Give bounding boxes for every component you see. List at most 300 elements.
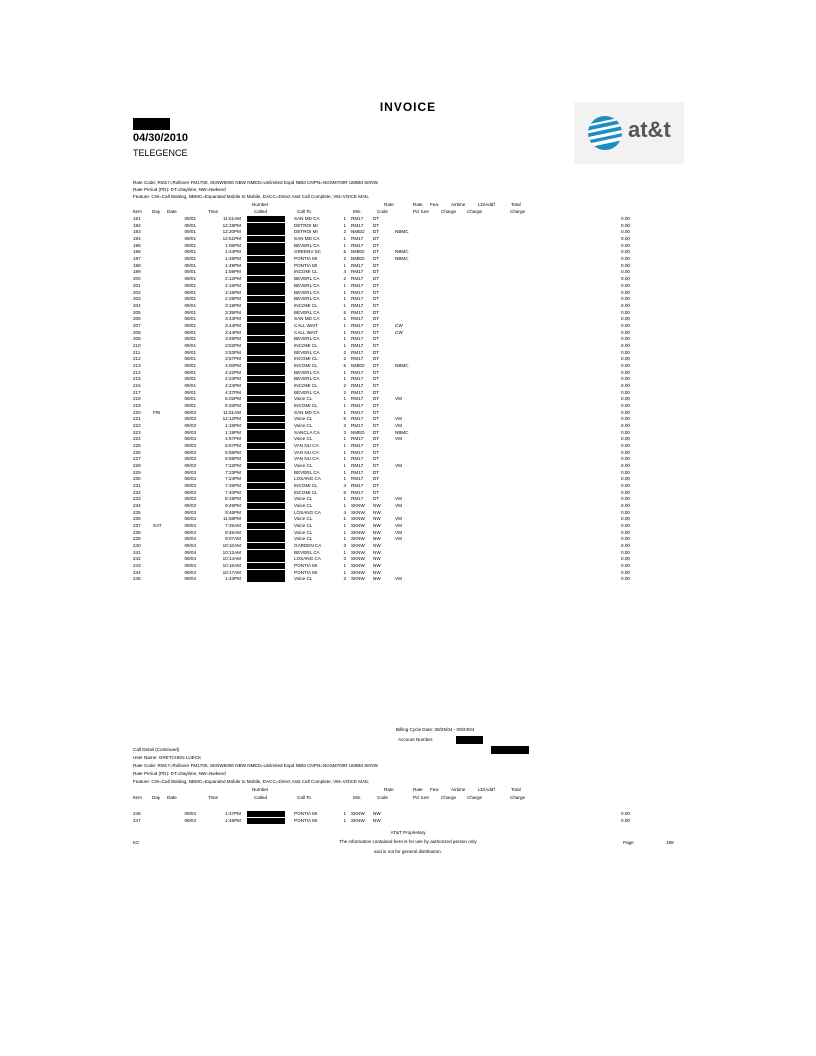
table-row (133, 436, 630, 443)
minutes-cell: 1 (343, 456, 346, 462)
rate-code-cell: RM17 (351, 269, 364, 275)
redacted-number (247, 523, 285, 529)
redacted-number (247, 356, 285, 362)
called-number-cell (244, 336, 294, 343)
feature-cell (395, 563, 555, 570)
call-to-cell: INCOMI CL (294, 489, 318, 495)
date-cell: 09/03 (184, 503, 196, 508)
date-cell: 09/03 (184, 516, 196, 522)
total-charge-cell: 0.00 (621, 222, 630, 228)
called-number-cell (244, 276, 294, 283)
total-charge-cell: 0.00 (621, 416, 630, 422)
col-ld: LD/Add'l (478, 787, 496, 792)
time-cell: 11:58PM (222, 516, 241, 522)
redacted-number (247, 283, 285, 289)
table-row (133, 396, 630, 403)
col-min: Min (353, 795, 361, 800)
total-charge-cell: 0.00 (621, 389, 630, 395)
date-cell: 09/04 (184, 543, 196, 549)
table-row (133, 309, 630, 316)
time-cell: 12:51PM (222, 236, 241, 242)
call-to-cell: Voice CL (294, 576, 313, 582)
time-cell: 10:17AM (222, 569, 241, 575)
day-cell (153, 510, 173, 517)
call-detail-continued: Call Detail (Continued) (133, 747, 180, 752)
item-cell: 203 (133, 296, 141, 302)
total-charge-cell: 0.00 (621, 576, 630, 582)
time-cell: 12:19PM (222, 222, 241, 228)
call-to-cell: INCOMI CL (294, 362, 318, 368)
date-cell: 09/01 (184, 389, 196, 395)
feature-cell: NBMC (395, 429, 409, 435)
called-number-cell (244, 236, 294, 243)
called-number-cell (244, 409, 294, 416)
call-to-cell: INCOMI CL (294, 482, 318, 488)
rate-period-cell: NW (373, 543, 381, 549)
minutes-cell: 1 (343, 322, 346, 328)
minutes-cell: 3 (343, 576, 346, 582)
total-charge-cell: 0.00 (621, 449, 630, 455)
minutes-cell: 2 (343, 356, 346, 362)
redacted-number (247, 436, 285, 442)
rate-period-cell: DT (373, 449, 380, 455)
day-cell (153, 516, 173, 523)
rate-code-cell: RM17 (351, 382, 364, 388)
feature-cell: VM (395, 462, 402, 468)
redacted-number (247, 543, 285, 549)
date-cell: 09/03 (184, 456, 196, 462)
item-cell: 247 (133, 817, 141, 823)
call-to-cell: DETROI MI (294, 222, 318, 228)
item-cell: 207 (133, 322, 141, 328)
item-cell: 236 (133, 516, 141, 522)
total-charge-cell: 0.00 (621, 342, 630, 348)
date-cell: 09/03 (184, 509, 196, 515)
rate-period-cell: DT (373, 349, 380, 355)
date-cell: 09/03 (184, 422, 196, 428)
minutes-cell: 1 (343, 222, 346, 228)
rate-period-cell: DT (373, 242, 380, 248)
col-total: Total (511, 202, 521, 207)
feature-cell: NBMC (395, 256, 409, 262)
table-row (133, 463, 630, 470)
call-to-cell: LOSANG CA (294, 509, 321, 515)
minutes-cell: 4 (343, 269, 346, 275)
rate-period-cell: DT (373, 469, 380, 475)
item-cell: 192 (133, 222, 141, 228)
minutes-cell: 1 (343, 462, 346, 468)
col-number: Number (252, 787, 269, 792)
called-number-cell (244, 496, 294, 503)
time-cell: 4:27PM (225, 389, 241, 395)
called-number-cell (244, 423, 294, 430)
day-cell (153, 243, 173, 250)
rate-period-cell: DT (373, 256, 380, 262)
day-cell: SAT (153, 523, 162, 529)
day-cell (153, 369, 173, 376)
call-to-cell: PONTIA MI (294, 262, 318, 268)
item-cell: 225 (133, 442, 141, 448)
time-cell: 1:43PM (225, 576, 241, 582)
redacted-number (247, 229, 285, 235)
minutes-cell: 1 (343, 296, 346, 302)
time-cell: 4:00PM (225, 362, 241, 368)
item-cell: 215 (133, 376, 141, 382)
info-line-2: and is not for general distribution. (374, 849, 442, 854)
feature-cell: VM (395, 516, 402, 522)
day-cell (153, 343, 173, 350)
item-cell: 226 (133, 449, 141, 455)
feature-cell (395, 443, 555, 450)
day-cell (153, 216, 173, 223)
day-cell (153, 303, 173, 310)
minutes-cell: 1 (343, 549, 346, 555)
called-number-cell (244, 436, 294, 443)
total-charge-cell: 0.00 (621, 309, 630, 315)
day-cell (153, 329, 173, 336)
feature-cell (395, 216, 555, 223)
day-cell (153, 556, 173, 563)
column-header-row1 (0, 202, 816, 209)
feature-cell: NBMC (395, 229, 409, 235)
total-charge-cell: 0.00 (621, 496, 630, 502)
col-min: Min (353, 209, 361, 214)
date-cell: 09/01 (184, 356, 196, 362)
call-to-cell: BEVERL CA (294, 349, 320, 355)
table-row (133, 363, 630, 370)
redacted-number (247, 503, 285, 509)
rate-period-cell: DT (373, 442, 380, 448)
item-cell: 197 (133, 256, 141, 262)
feature-cell (395, 456, 555, 463)
call-to-cell: BEVERL CA (294, 309, 320, 315)
time-cell: 5:58PM (225, 449, 241, 455)
redacted-number (247, 336, 285, 342)
called-number-cell (244, 510, 294, 517)
rate-code-cell: SKNW (351, 543, 365, 549)
col-airtime-charge: Charge (441, 209, 457, 214)
col-total: Total (511, 787, 521, 792)
item-cell: 202 (133, 289, 141, 295)
day-cell (153, 543, 173, 550)
date-cell: 09/01 (184, 342, 196, 348)
feature-legend-2: Feature: CW=Call Waiting, NBMC=Expanded Mobile to Mobile, DACC=Direct Asst Call Complete, VM=VOICE MAIL (133, 779, 369, 784)
day-cell (153, 383, 173, 390)
call-to-cell: CALL WAIT (294, 322, 318, 328)
called-number-cell (244, 376, 294, 383)
date-cell: 09/03 (184, 429, 196, 435)
col-called: Called (254, 209, 268, 214)
minutes-cell: 1 (343, 396, 346, 402)
redacted-number (247, 409, 285, 415)
total-charge-cell: 0.00 (621, 282, 630, 288)
day-cell (153, 263, 173, 270)
col-code: Code (377, 209, 388, 214)
rate-code-cell: RM17 (351, 402, 364, 408)
item-cell: 212 (133, 356, 141, 362)
table-row (133, 503, 630, 510)
redacted-block (133, 118, 170, 130)
minutes-cell: 1 (343, 469, 346, 475)
rate-period-cell: NW (373, 563, 381, 569)
total-charge-cell: 0.00 (621, 216, 630, 222)
table-row (133, 490, 630, 497)
redacted-number (247, 396, 285, 402)
date-cell: 09/01 (184, 216, 196, 222)
rate-code-cell: RM17 (351, 236, 364, 242)
time-cell: 7:40PM (225, 489, 241, 495)
minutes-cell: 1 (343, 476, 346, 482)
table-row (133, 550, 630, 557)
minutes-cell: 1 (343, 409, 346, 415)
feature-cell (395, 818, 555, 825)
user-name: User Name: GRETCHEN LUECK (133, 755, 202, 760)
col-total-charge: Charge (510, 209, 526, 214)
minutes-cell: 1 (343, 342, 346, 348)
day-cell (153, 463, 173, 470)
day-cell (153, 356, 173, 363)
call-to-cell: BEVERL CA (294, 389, 320, 395)
minutes-cell: 1 (343, 369, 346, 375)
item-cell: 199 (133, 269, 141, 275)
col-rate: Rate (384, 787, 394, 792)
date-cell: 09/01 (184, 276, 196, 282)
redacted-number (247, 463, 285, 469)
called-number-cell (244, 470, 294, 477)
feature-cell: VM (395, 523, 402, 529)
total-charge-cell: 0.00 (621, 469, 630, 475)
call-to-cell: Voice CL (294, 462, 313, 468)
time-cell: 9:07AM (225, 536, 241, 542)
called-number-cell (244, 309, 294, 316)
total-charge-cell: 0.00 (621, 362, 630, 368)
day-cell (153, 376, 173, 383)
day-cell (153, 349, 173, 356)
rate-period-cell: DT (373, 416, 380, 422)
rate-code-cell: RM17 (351, 222, 364, 228)
time-cell: 4:24PM (225, 382, 241, 388)
day-cell (153, 470, 173, 477)
called-number-cell (244, 216, 294, 223)
redacted-number (247, 576, 285, 582)
total-charge-cell: 0.00 (621, 817, 630, 823)
called-number-cell (244, 356, 294, 363)
day-cell (153, 530, 173, 537)
rate-period-cell: DT (373, 276, 380, 282)
redacted-number (247, 430, 285, 436)
call-to-cell: BEVERL CA (294, 336, 320, 342)
item-cell: 224 (133, 436, 141, 442)
rate-period-cell: NW (373, 516, 381, 522)
date-cell: 09/03 (184, 482, 196, 488)
call-to-cell: PONTIA MI (294, 811, 318, 817)
date-cell: 09/04 (184, 523, 196, 529)
date-cell: 09/01 (184, 329, 196, 335)
item-cell: 216 (133, 382, 141, 388)
rate-period-cell: DT (373, 409, 380, 415)
time-cell: 4:57PM (225, 436, 241, 442)
page-label: Page (623, 840, 634, 845)
table-row (133, 356, 630, 363)
rate-code-legend: Rate Code: RM17=Rollover FM1700, SKNW5000 NBW NMED=Unlimited Expd NBM CNPN=NOSM700R UMBM SKNW (133, 180, 378, 185)
time-cell: 9:46PM (225, 509, 241, 515)
time-cell: 10:12AM (222, 549, 241, 555)
total-charge-cell: 0.00 (621, 549, 630, 555)
col-fea: Fea- (430, 202, 440, 207)
call-to-cell: CALL WAIT (294, 329, 318, 335)
minutes-cell: 1 (343, 262, 346, 268)
call-to-cell: BEVERL CA (294, 242, 320, 248)
called-number-cell (244, 550, 294, 557)
feature-cell (395, 403, 555, 410)
minutes-cell: 1 (343, 817, 346, 823)
redacted-number (247, 369, 285, 375)
feature-cell (395, 510, 555, 517)
col-date: Date (167, 209, 177, 214)
col-rate: Rate (384, 202, 394, 207)
table-row (133, 530, 630, 537)
feature-cell (395, 376, 555, 383)
rate-period-cell: DT (373, 462, 380, 468)
rate-period-cell: DT (373, 429, 380, 435)
table-row (133, 236, 630, 243)
rate-code-cell: RM17 (351, 376, 364, 382)
minutes-cell: 1 (343, 236, 346, 242)
minutes-cell: 2 (343, 349, 346, 355)
item-cell: 231 (133, 482, 141, 488)
feature-cell (395, 243, 555, 250)
feature-cell: VM (395, 416, 402, 422)
called-number-cell (244, 570, 294, 577)
day-cell (153, 256, 173, 263)
item-cell: 235 (133, 509, 141, 515)
feature-cell (395, 296, 555, 303)
day-cell (153, 476, 173, 483)
date-cell: 09/01 (184, 396, 196, 402)
minutes-cell: 5 (343, 249, 346, 255)
total-charge-cell: 0.00 (621, 336, 630, 342)
time-cell: 8:19PM (225, 496, 241, 502)
minutes-cell: 3 (343, 556, 346, 562)
rate-code-cell: RM17 (351, 322, 364, 328)
call-to-cell: Voice CL (294, 536, 313, 542)
feature-cell: NBMC (395, 249, 409, 255)
item-cell: 245 (133, 576, 141, 582)
feature-cell (395, 316, 555, 323)
item-cell: 195 (133, 242, 141, 248)
item-cell: 222 (133, 422, 141, 428)
day-cell (153, 430, 173, 437)
rate-period-cell: NW (373, 811, 381, 817)
total-charge-cell: 0.00 (621, 536, 630, 542)
called-number-cell (244, 416, 294, 423)
item-cell: 206 (133, 316, 141, 322)
total-charge-cell: 0.00 (621, 543, 630, 549)
date-cell: 09/01 (184, 269, 196, 275)
call-to-cell: BEVERL CA (294, 296, 320, 302)
col-code: Code (377, 795, 388, 800)
rate-period-cell: DT (373, 402, 380, 408)
feature-cell (395, 470, 555, 477)
rate-code-cell: RM17 (351, 329, 364, 335)
rate-period-cell: NW (373, 549, 381, 555)
minutes-cell: 2 (343, 382, 346, 388)
call-to-cell: SAN MD CA (294, 236, 320, 242)
minutes-cell: 1 (343, 316, 346, 322)
col-ld: LD/Add'l (478, 202, 496, 207)
date-cell: 09/01 (184, 302, 196, 308)
called-number-cell (244, 490, 294, 497)
total-charge-cell: 0.00 (621, 509, 630, 515)
date-cell: 09/01 (184, 249, 196, 255)
table-row (133, 516, 630, 523)
redacted-number (247, 389, 285, 395)
date-cell: 09/01 (184, 322, 196, 328)
time-cell: 4:23PM (225, 376, 241, 382)
date-cell: 09/03 (184, 416, 196, 422)
called-number-cell (244, 463, 294, 470)
called-number-cell (244, 296, 294, 303)
redacted-number (247, 263, 285, 269)
minutes-cell: 2 (343, 256, 346, 262)
item-cell: 211 (133, 349, 141, 355)
feature-cell (395, 283, 555, 290)
table-row (133, 423, 630, 430)
rate-code-cell: RM17 (351, 416, 364, 422)
item-cell: 200 (133, 276, 141, 282)
day-cell (153, 456, 173, 463)
redacted-number (247, 243, 285, 249)
total-charge-cell: 0.00 (621, 489, 630, 495)
item-cell: 233 (133, 496, 141, 502)
call-to-cell: BEVERL CA (294, 282, 320, 288)
rate-period-cell: NW (373, 576, 381, 582)
call-to-cell: PONTIA MI (294, 256, 318, 262)
table-row (133, 470, 630, 477)
table-row (133, 323, 630, 330)
rate-period-cell: DT (373, 496, 380, 502)
feature-cell: VM (395, 396, 402, 402)
rate-period-cell: DT (373, 376, 380, 382)
time-cell: 3:44PM (225, 329, 241, 335)
rate-code-cell: RM17 (351, 449, 364, 455)
feature-cell: CW (395, 329, 403, 335)
day-cell (153, 283, 173, 290)
redacted-number (247, 289, 285, 295)
time-cell: 4:22PM (225, 369, 241, 375)
called-number-cell (244, 811, 294, 818)
table-row (133, 450, 630, 457)
table-row (133, 563, 630, 570)
col-ld-charge: Charge (467, 209, 483, 214)
minutes-cell: 3 (343, 422, 346, 428)
call-to-cell: LOSANG CA (294, 556, 321, 562)
rate-code-cell: RM17 (351, 349, 364, 355)
call-to-cell: Voice CL (294, 396, 313, 402)
minutes-cell: 6 (343, 489, 346, 495)
call-to-cell: Voice CL (294, 529, 313, 535)
call-to-cell: INCOMI CL (294, 382, 318, 388)
time-cell: 1:24PM (225, 249, 241, 255)
table-row (133, 329, 630, 336)
rate-period-cell: DT (373, 329, 380, 335)
redacted-number (247, 316, 285, 322)
date-cell: 09/01 (184, 309, 196, 315)
total-charge-cell: 0.00 (621, 436, 630, 442)
time-cell: 8:45AM (225, 529, 241, 535)
day-cell: FRI (153, 409, 161, 415)
rate-code-cell: SKNW (351, 523, 365, 529)
